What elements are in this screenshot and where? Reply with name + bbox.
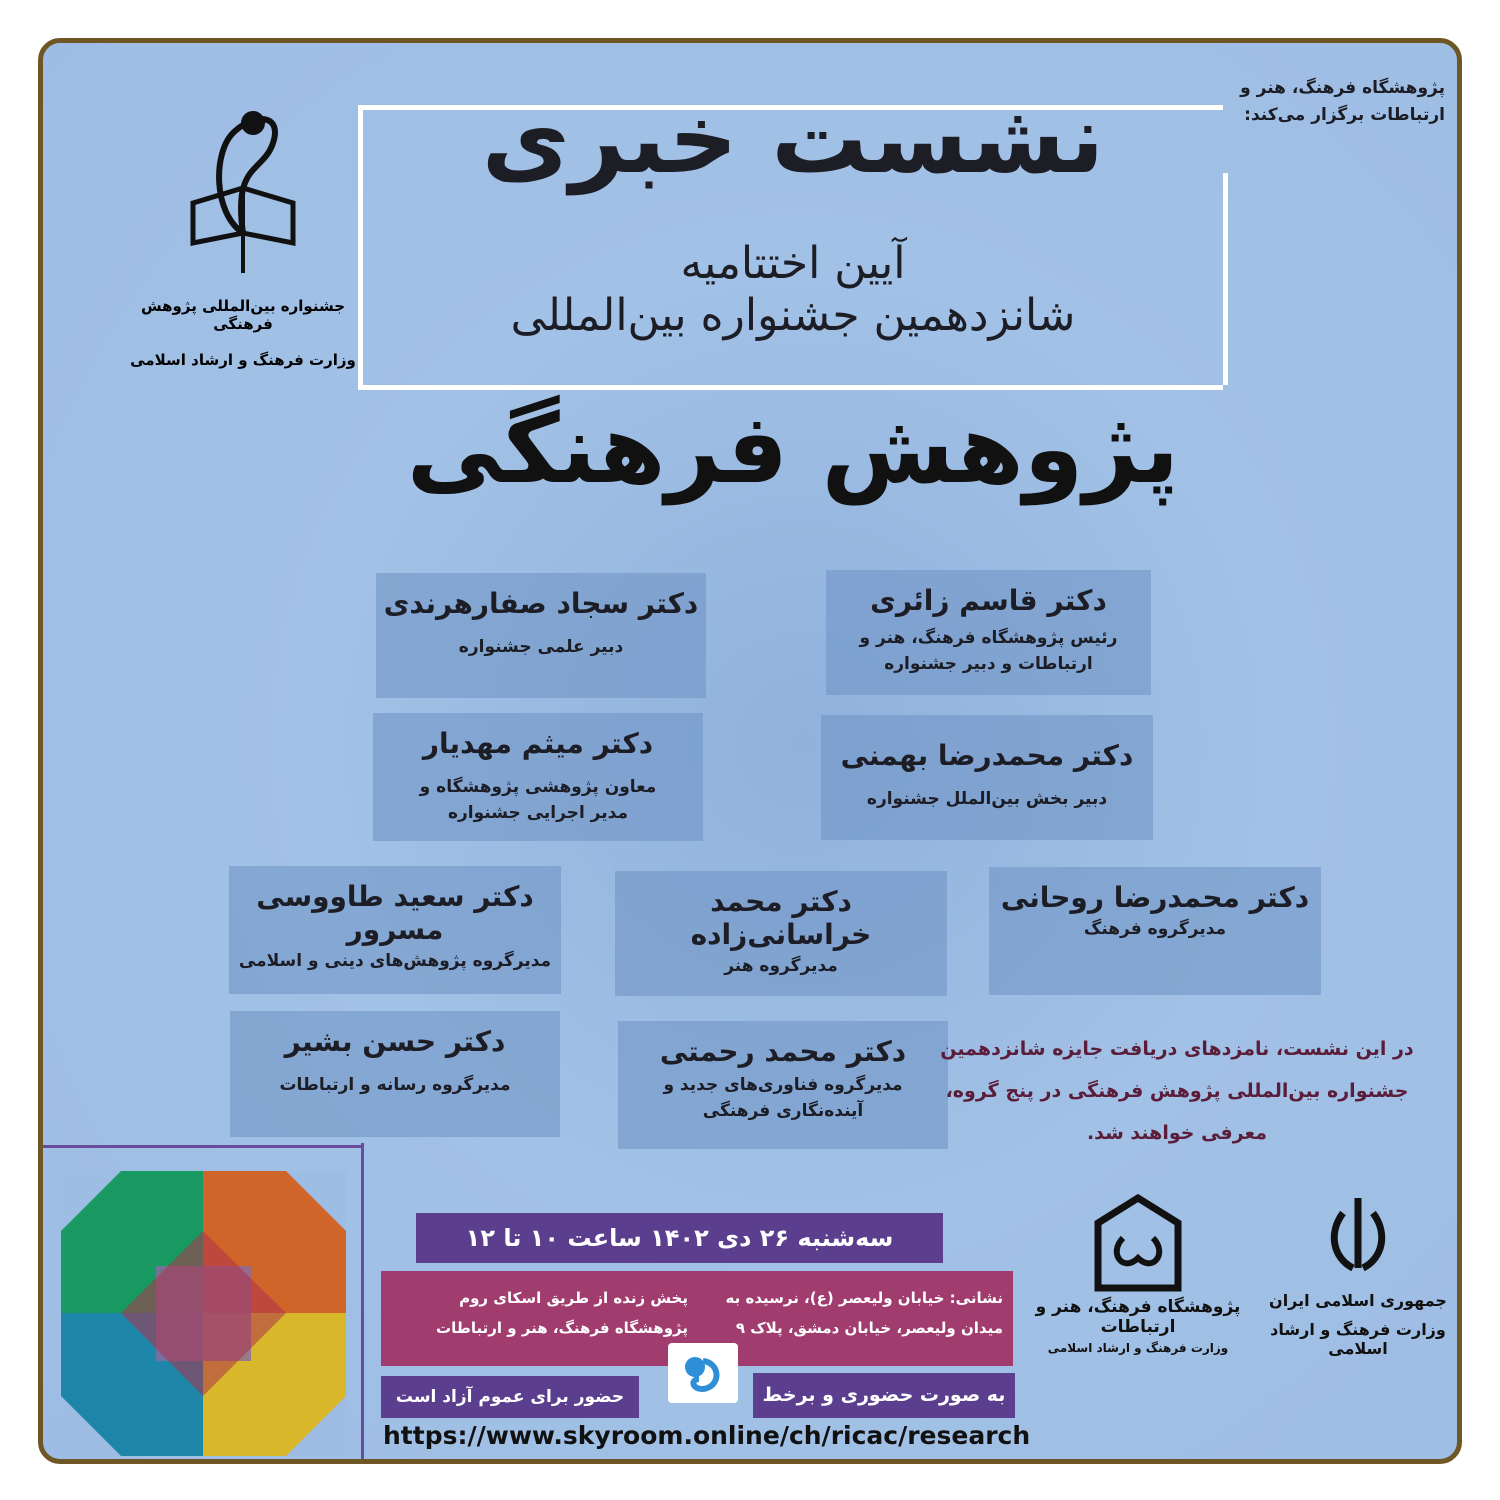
speaker-card [229,866,561,994]
speaker-card [373,713,703,841]
speaker-name: دکتر محمد خراسانی‌زاده [690,885,872,951]
speaker-card [821,715,1153,840]
subtitle [343,238,1243,342]
speaker-role: مدیرگروه فرهنگ [1083,919,1227,939]
poster [38,38,1462,1464]
skyroom-icon [668,1343,738,1403]
speaker-name: دکتر محمد رحمتی [659,1035,907,1068]
speaker-card [826,570,1151,695]
speaker-role: مدیرگروه هنر [724,956,838,976]
speaker-name: دکتر محمدرضا بهمنی [840,739,1134,772]
mosaic-logo-icon [61,1171,346,1456]
address-text: نشانی: خیابان ولیعصر (ع)، نرسیده به میدان ولیعصر، خیابان دمشق، پلاک ۹ [725,1289,1003,1337]
speaker-name: دکتر سجاد صفارهرندی [383,587,699,620]
ministry-text: وزارت فرهنگ و ارشاد اسلامی [130,351,356,369]
speaker-role: معاون پژوهشی پژوهشگاه و مدیر اجرایی جشنواره [419,777,657,823]
iran-logo [1258,1188,1458,1358]
speaker-name: دکتر میثم مهدیار [422,727,654,760]
ricac-logo [1023,1193,1253,1355]
divider [361,1143,364,1464]
speaker-role: مدیرگروه رسانه و ارتباطات [279,1075,511,1095]
ricac-emblem-icon [1083,1193,1193,1293]
speaker-role: رئیس پژوهشگاه فرهنگ، هنر و ارتباطات و دبیر جشنواره [859,628,1118,674]
ricac-name: پژوهشگاه فرهنگ، هنر و ارتباطات [1035,1297,1241,1337]
speaker-role: دبیر علمی جشنواره [458,637,624,657]
speaker-name: دکتر قاسم زائری [870,584,1107,617]
speaker-name: دکتر حسن بشیر [284,1025,506,1058]
speaker-role: مدیرگروه فناوری‌های جدید و آینده‌نگاری فرهنگی [663,1075,903,1121]
organizer-text: پژوهشگاه فرهنگ، هنر و ارتباطات برگزار می‌کند: [1240,78,1445,125]
subtitle-line1: آیین اختتامیه [680,238,906,289]
announcement-note: در این نشست، نامزدهای دریافت جایزه شانزدهمین جشنواره بین‌المللی پژوهش فرهنگی در پنج گروه، معرفی خواهند شد. [940,1038,1414,1144]
divider [43,1145,361,1148]
speaker-card [230,1011,560,1137]
festival-emblem-icon [173,93,313,283]
speaker-card [376,573,706,698]
public-access: حضور برای عموم آزاد است [381,1376,639,1418]
ricac-ministry: وزارت فرهنگ و ارشاد اسلامی [1047,1341,1229,1355]
speaker-name: دکتر محمدرضا روحانی [1000,881,1310,914]
date-banner: سه‌شنبه ۲۶ دی ۱۴۰۲ ساعت ۱۰ تا ۱۲ [416,1213,943,1263]
speaker-role: مدیرگروه پژوهش‌های دینی و اسلامی [238,951,552,971]
title: نشست خبری [481,83,1105,195]
speaker-name: دکتر سعید طاووسی مسرور [256,880,534,946]
live-stream-text: پخش زنده از طریق اسکای روم پژوهشگاه فرهنگ، هنر و ارتباطات [436,1289,688,1337]
festival-title: پژوهش فرهنگی [406,393,1180,505]
speaker-card [989,867,1321,995]
speaker-role: دبیر بخش بین‌الملل جشنواره [866,789,1108,809]
iran-emblem-icon [1313,1188,1403,1283]
iran-name: جمهوری اسلامی ایران [1269,1291,1447,1310]
subtitle-line2: شانزدهمین جشنواره بین‌المللی [510,290,1076,341]
speaker-card [615,871,947,996]
festival-logo [123,93,363,369]
speaker-card [618,1021,948,1149]
iran-ministry: وزارت فرهنگ و ارشاد اسلامی [1270,1320,1446,1358]
skyroom-link[interactable]: https://www.skyroom.online/ch/ricac/research [383,1421,1031,1450]
attendance-mode: به صورت حضوری و برخط [753,1373,1015,1418]
festival-logo-text: جشنواره بین‌المللی پژوهش فرهنگی [140,297,346,333]
